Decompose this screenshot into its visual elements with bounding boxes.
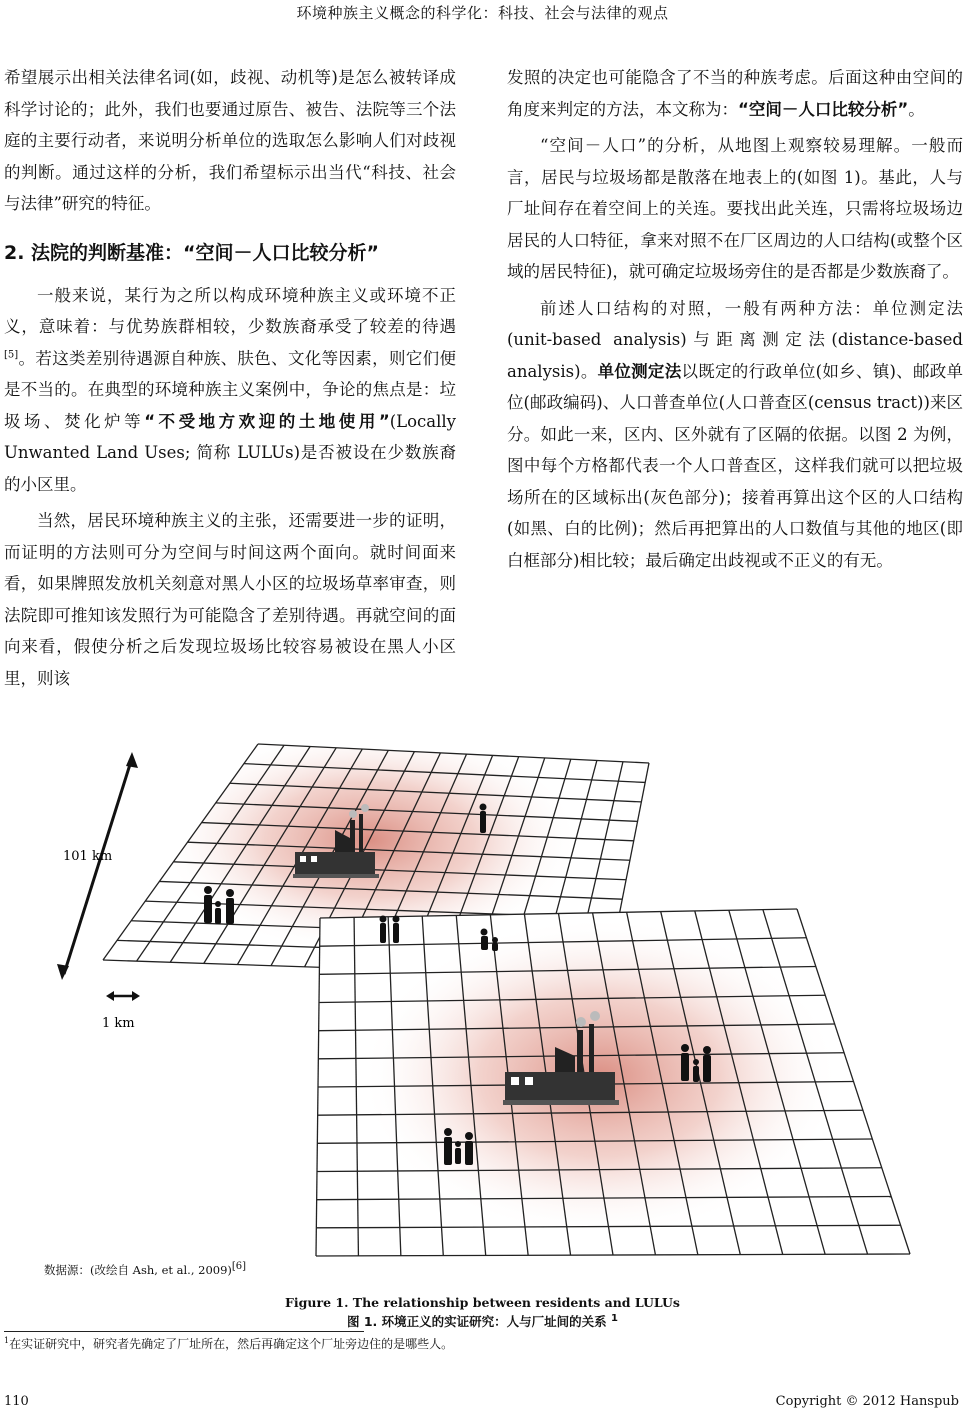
figure-caption-en: Figure 1. The relationship between residents and LULUs: [285, 1295, 680, 1310]
right-column: [507, 62, 963, 576]
person-icon: [480, 804, 487, 834]
figure-caption-zh: [0, 1312, 965, 1330]
text: 。: [908, 99, 925, 119]
paragraph: 当然，居民环境种族主义的主张，还需要进一步的证明，而证明的方法则可分为空间与时间这两个面向。就时间面来看，如果牌照发放机关刻意对黑人小区的垃圾场草率审查，则法院即可推知该发照行为可能隐含了差别待遇。再就空间的面向来看，假使分析之后发现垃圾场比较容易被设在黑人小区里，则该: [4, 511, 456, 688]
copyright: Copyright © 2012 Hanspub: [775, 1394, 959, 1409]
scale-label-101km: 101 km: [63, 849, 113, 864]
emphasis-term: 单位测定法: [597, 361, 682, 381]
left-column: [4, 62, 456, 694]
text: 前述人口结构的对照，一般有两种方法：单位测定法(unit-based analysis)与距离测定法(distance-based analysis)。: [507, 298, 963, 381]
running-head: 环境种族主义概念的科学化：科技、社会与法律的观点: [296, 4, 669, 22]
paragraph: [507, 62, 963, 125]
section-heading: 2. 法院的判断基准：“空间－人口比较分析”: [4, 241, 380, 264]
footnote: [4, 1335, 453, 1352]
page-number: 110: [4, 1394, 29, 1409]
paragraph: “空间－人口”的分析，从地图上观察较易理解。一般而言，居民与垃圾场都是散落在地表上的(如图 1)。基此，人与厂址间存在着空间上的关连。要找出此关连，只需将垃圾场边居民的人口特征，拿来对照不在厂区周边的人口结构(或整个区域的居民特征)，就可确定垃圾场旁住的是否都是少数族裔了。: [507, 136, 963, 281]
text: 一般来说，某行为之所以构成环境种族主义或环境不正义，意味着：与优势族群相较，少数族裔承受了较差的待遇: [4, 285, 456, 336]
text: 以既定的行政单位(如乡、镇)、邮政单位(邮政编码)、人口普查单位(人口普查区(census tract))来区分。如此一来，区内、区外就有了区隔的依据。以图 2 为例，图中每个方格都代表一个人口普查区，这样我们就可以把垃圾场所在的区域标出(灰色部分)；接着再算出这个区的人口结构(如黑、白的比例)；然后再把算出的人口数值与其他的地区(即白框部分)相比较；最后确定出歧视或不正义的有无。: [507, 361, 964, 570]
footnote-rule: [4, 1331, 364, 1332]
citation[interactable]: [5]: [4, 349, 19, 360]
text: 数据源：(改绘自 Ash, et al., 2009): [44, 1263, 232, 1277]
figure-illustration: [40, 722, 930, 1262]
scale-label-1km: 1 km: [102, 1016, 135, 1031]
citation[interactable]: [6]: [231, 1261, 247, 1273]
text: 发照的决定也可能隐含了不当的种族考虑。后面这种由空间的角度来判定的方法，本文称为：: [507, 68, 963, 119]
paragraph: [4, 280, 456, 501]
emphasis-term: “空间－人口比较分析”: [738, 99, 909, 119]
paragraph: 希望展示出相关法律名词(如，歧视、动机等)是怎么被转译成科学讨论的；此外，我们也要通过原告、被告、法院等三个法庭的主要行动者，来说明分析单位的选取怎么影响人们对歧视的判断。通过这样的分析，我们希望标示出当代“科技、社会与法律”研究的特征。: [4, 68, 456, 213]
text: (Locally Unwanted Land Uses; 简称 LULUs)是否被设在少数族裔的小区里。: [4, 411, 456, 494]
text: 。若这类差别待遇源自种族、肤色、文化等因素，则它们便是不当的。在典型的环境种族主义案例中，争论的焦点是：垃圾场、焚化炉等: [4, 348, 456, 431]
footnote-marker: 1: [4, 1336, 10, 1345]
emphasis-term: “不受地方欢迎的土地使用”: [144, 411, 390, 431]
footnote-marker[interactable]: 1: [611, 1312, 618, 1324]
scale-arrow-1km: [106, 991, 140, 1001]
text: 图 1. 环境正义的实证研究：人与厂址间的关系: [347, 1314, 607, 1329]
text: 在实证研究中，研究者先确定了厂址所在，然后再确定这个厂址旁边住的是哪些人。: [9, 1337, 454, 1351]
figure-source-note: [44, 1262, 246, 1278]
paragraph: [507, 293, 963, 577]
